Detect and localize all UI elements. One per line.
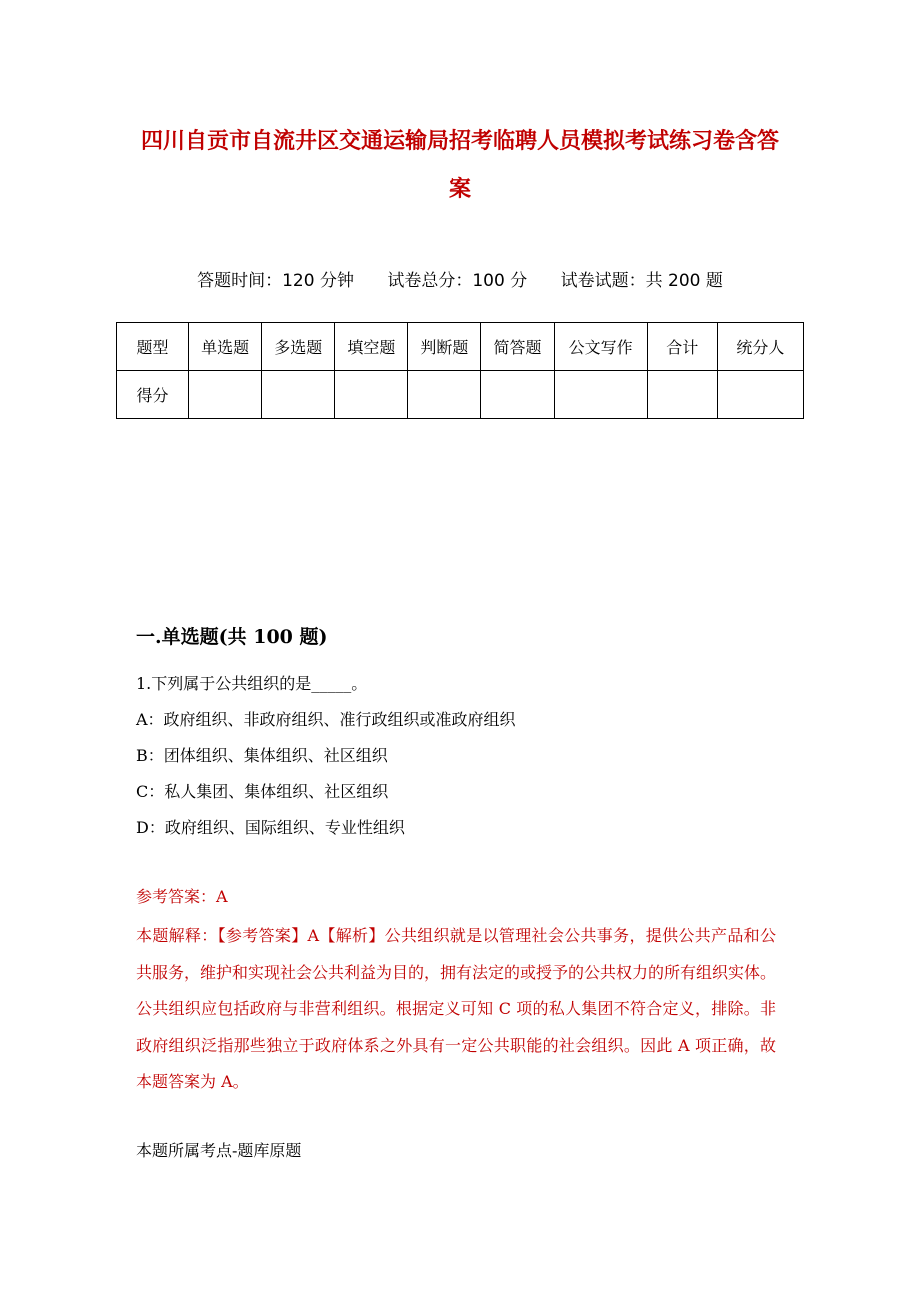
reference-answer: 参考答案：A	[136, 887, 228, 906]
question-stem: 1.下列属于公共组织的是_____。	[136, 674, 368, 693]
exam-meta	[0, 268, 920, 294]
score-table-header-cell: 合计	[647, 323, 717, 371]
document-title: 四川自贡市自流井区交通运输局招考临聘人员模拟考试练习卷含答案	[140, 129, 779, 202]
question-block	[136, 666, 786, 846]
score-row-label: 得分	[117, 371, 189, 419]
answer-explanation: 本题解释：【参考答案】A【解析】公共组织就是以管理社会公共事务，提供公共产品和公共服务，维护和实现社会公共利益为目的，拥有法定的或授予的公共权力的所有组织实体。公共组织应包括政府与非营利组织。根据定义可知 C 项的私人集团不符合定义，排除。非政府组织泛指那些独立于政府体系之外具有一定公共职能的社会组织。因此 A 项正确，故本题答案为 A。	[136, 926, 777, 1091]
score-cell-empty	[481, 371, 554, 419]
score-table-header-cell: 判断题	[408, 323, 481, 371]
score-table	[116, 322, 804, 419]
score-table-header-cell: 统分人	[717, 323, 803, 371]
score-table-header-cell: 多选题	[262, 323, 335, 371]
score-cell-empty	[647, 371, 717, 419]
score-table-header-cell: 题型	[117, 323, 189, 371]
question-option-d: D：政府组织、国际组织、专业性组织	[136, 818, 405, 837]
exam-total-questions: 试卷试题：共 200 题	[560, 271, 723, 291]
score-table-header-cell: 填空题	[335, 323, 408, 371]
score-table-header-cell: 简答题	[481, 323, 554, 371]
score-cell-empty	[717, 371, 803, 419]
question-option-c: C：私人集团、集体组织、社区组织	[136, 782, 389, 801]
score-cell-empty	[554, 371, 647, 419]
score-cell-empty	[335, 371, 408, 419]
question-option-a: A：政府组织、非政府组织、准行政组织或准政府组织	[136, 710, 516, 729]
score-cell-empty	[189, 371, 262, 419]
score-table-header-row	[117, 323, 804, 371]
question-option-b: B：团体组织、集体组织、社区组织	[136, 746, 388, 765]
score-cell-empty	[262, 371, 335, 419]
exam-total-score: 试卷总分：100 分	[387, 271, 528, 291]
question-source: 本题所属考点-题库原题	[136, 1141, 302, 1160]
section-title: 一.单选题(共 100 题)	[136, 626, 328, 648]
score-table-header-cell: 单选题	[189, 323, 262, 371]
score-table-header-cell: 公文写作	[554, 323, 647, 371]
exam-time: 答题时间：120 分钟	[197, 271, 354, 291]
score-table-row	[117, 371, 804, 419]
score-cell-empty	[408, 371, 481, 419]
